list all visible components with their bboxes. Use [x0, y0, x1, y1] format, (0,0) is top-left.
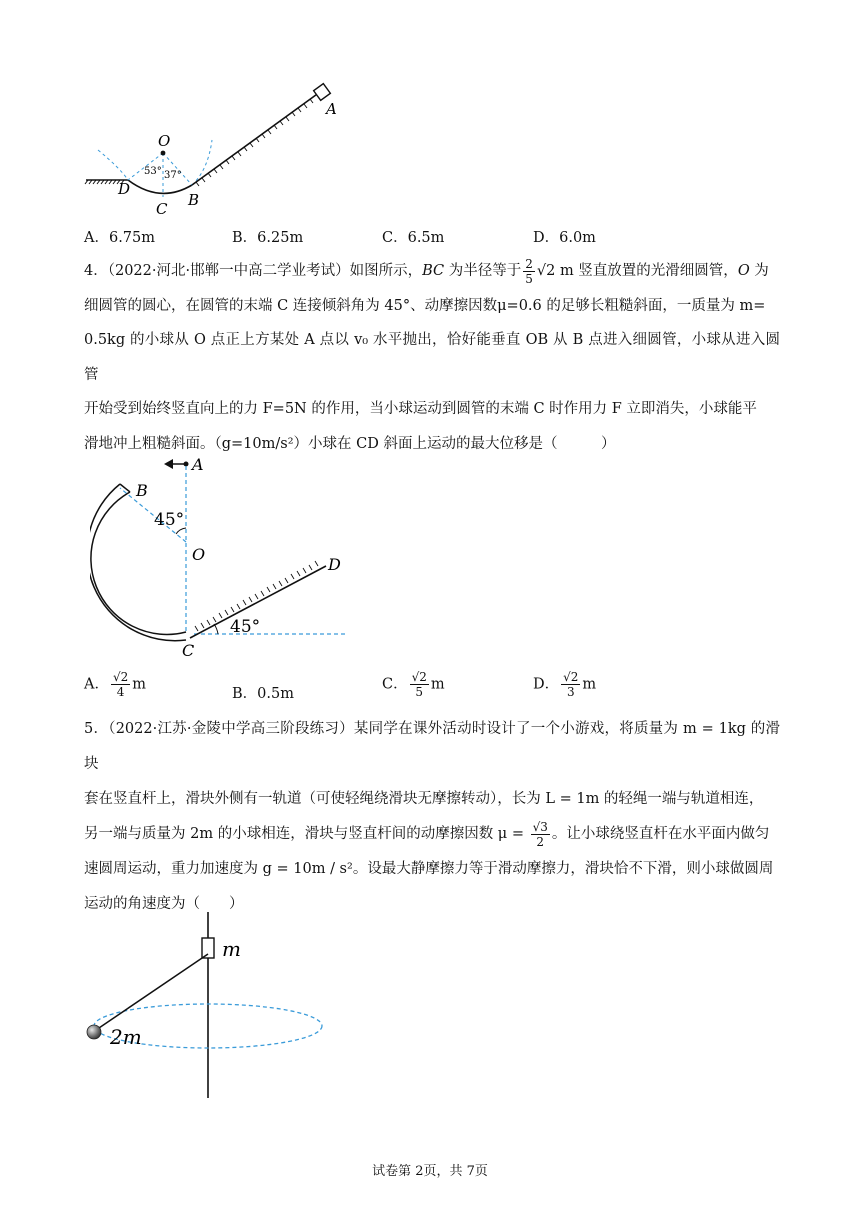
- q4-figure: [90, 448, 360, 660]
- q4-label-O: O: [192, 545, 206, 564]
- q3-option-d[interactable]: D．6.0m: [533, 230, 596, 246]
- q5-line-2: 套在竖直杆上，滑块外侧有一轨道（可使轻绳绕滑块无摩擦转动），长为 L = 1m 的轻绳一端与轨道相连，: [84, 791, 764, 807]
- q5-question: [84, 712, 780, 922]
- q4-option-b[interactable]: B．0.5m: [232, 686, 294, 702]
- q5-line-5: 运动的角速度为（ ）: [84, 896, 244, 912]
- q4-option-c[interactable]: C． $\frac{√2}{5}$ m: [382, 670, 445, 699]
- q3-option-c[interactable]: C．6.5m: [382, 230, 445, 246]
- q4-line-2: 细圆管的圆心，在圆管的末端 C 连接倾斜角为 45°、动摩擦因数μ=0.6 的足够长粗糙斜面，一质量为 m=: [84, 297, 766, 314]
- q5-line-1: 5．（2022·江苏·金陵中学高三阶段练习）某同学在课外活动时设计了一个小游戏，将质量为 m = 1kg 的滑块: [84, 721, 780, 772]
- q3-label-B: B: [188, 191, 200, 209]
- q4-angle-bottom: 45°: [230, 617, 261, 637]
- q4-line-5: 滑地冲上粗糙斜面。（g=10m/s²）小球在 CD 斜面上运动的最大位移是（ ）: [84, 435, 616, 452]
- q4-label-C: C: [182, 641, 195, 660]
- q4-label-D: D: [328, 555, 341, 574]
- q4-radius-fraction: $\frac{2}{5}$: [525, 256, 533, 286]
- q5-line-4: 速圆周运动，重力加速度为 g = 10m / s²。设最大静摩擦力等于滑动摩擦力，滑块恰不下滑，则小球做圆周: [84, 861, 774, 877]
- q4-angle-top: 45°: [154, 510, 185, 530]
- q3-figure: [80, 80, 360, 220]
- q3-option-a[interactable]: A．6.75m: [84, 230, 156, 246]
- q3-label-D: D: [118, 180, 131, 198]
- q5-label-m: m: [222, 937, 241, 961]
- q3-label-O: O: [158, 132, 171, 150]
- q4-option-d[interactable]: D． $\frac{√2}{3}$ m: [533, 670, 597, 699]
- q5-line-3: 另一端与质量为 2m 的小球相连，滑块与竖直杆间的动摩擦因数 μ = $\frac{√3}{2}$ 。让小球绕竖直杆在水平面内做匀: [84, 819, 770, 849]
- q5-label-2m: 2m: [110, 1025, 142, 1049]
- q3-label-A: A: [326, 100, 337, 118]
- q5-mu-fraction: $\frac{√3}{2}$: [532, 819, 548, 849]
- q3-option-b[interactable]: B．6.25m: [232, 230, 304, 246]
- q4-line-4: 开始受到始终竖直向上的力 F=5N 的作用，当小球运动到圆管的末端 C 时作用力 F 立即消失，小球能平: [84, 401, 757, 417]
- q5-figure: [80, 908, 340, 1102]
- q4-line-3: 0.5kg 的小球从 O 点正上方某处 A 点以 v₀ 水平抛出，恰好能垂直 OB 从 B 点进入细圆管，小球从进入圆管: [84, 332, 780, 383]
- q4-label-A: A: [192, 455, 204, 474]
- page-footer: 试卷第 2页，共 7页: [372, 1164, 488, 1179]
- q4-option-a[interactable]: A． $\frac{√2}{4}$ m: [84, 670, 147, 699]
- q4-line-1: 4．（2022·河北·邯郸一中高二学业考试）如图所示，BC 为半径等于 $\frac{2}{5}$ √2 m 竖直放置的光滑细圆管，O 为: [84, 256, 769, 286]
- q3-angle-53: 53°: [144, 166, 162, 177]
- q3-angle-37: 37°: [164, 170, 182, 181]
- q4-label-B: B: [136, 481, 148, 500]
- q3-label-C: C: [156, 200, 168, 218]
- q4-question: [84, 254, 780, 461]
